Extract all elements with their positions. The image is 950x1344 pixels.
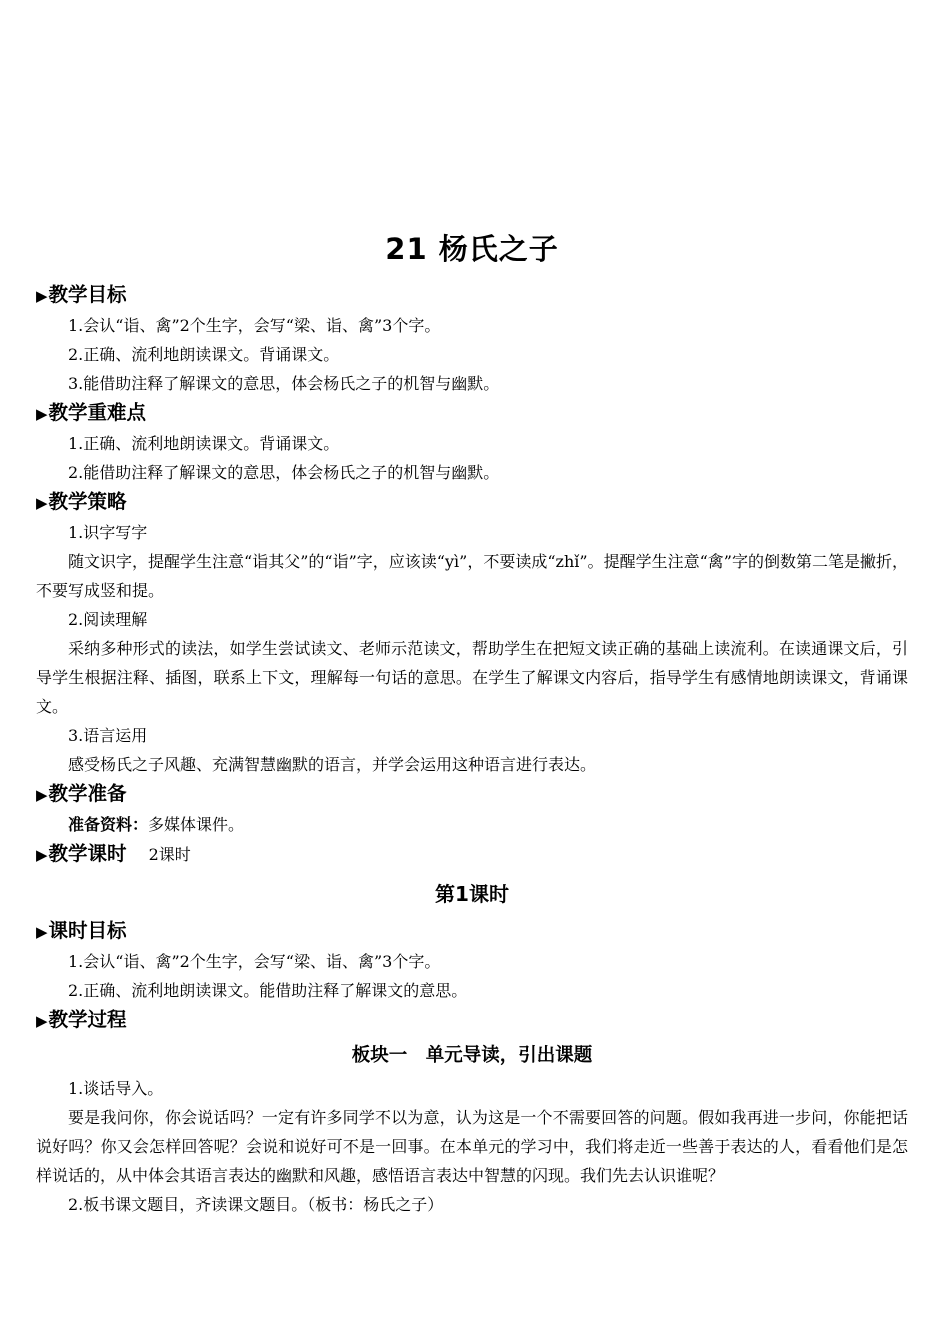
section-heading-goals: ▶教学目标 (36, 283, 127, 306)
section-heading-preparation: ▶教学准备 (36, 782, 127, 805)
triangle-bullet-icon: ▶ (36, 1012, 48, 1030)
preparation-label: 准备资料： (68, 815, 149, 834)
triangle-bullet-icon: ▶ (36, 494, 48, 512)
triangle-bullet-icon: ▶ (36, 786, 48, 804)
lesson-goal-item: 2.正确、流利地朗读课文。能借助注释了解课文的意思。 (68, 981, 468, 1000)
strategy-subheading: 3.语言运用 (68, 726, 148, 745)
strategy-paragraph: 感受杨氏之子风趣、充满智慧幽默的语言，并学会运用这种语言进行表达。 (68, 755, 597, 774)
strategy-subheading: 1.识字写字 (68, 523, 148, 542)
key-point-item: 1.正确、流利地朗读课文。背诵课文。 (68, 434, 340, 453)
lesson-heading: 第1课时 (435, 882, 509, 906)
triangle-bullet-icon: ▶ (36, 923, 48, 941)
process-paragraph: 要是我问你，你会说话吗？一定有许多同学不以为意，认为这是一个不需要回答的问题。假如我再进一步问，你能把话说好吗？你又会怎样回答呢？会说和说好可不是一回事。在本单元的学习中，我们将走近一些善于表达的人，看看他们是怎样说话的，从中体会其语言表达的幽默和风趣，感悟语言表达中智慧的闪现。我们先去认识谁呢？ (36, 1108, 908, 1185)
goal-item: 3.能借助注释了解课文的意思，体会杨氏之子的机智与幽默。 (68, 374, 500, 393)
triangle-bullet-icon: ▶ (36, 846, 48, 864)
hours-value: 2课时 (148, 845, 191, 864)
section-heading-strategy: ▶教学策略 (36, 490, 127, 513)
preparation-line (36, 810, 908, 839)
key-point-item: 2.能借助注释了解课文的意思，体会杨氏之子的机智与幽默。 (68, 463, 500, 482)
process-item: 1.谈话导入。 (68, 1079, 164, 1098)
document-page (36, 228, 908, 1219)
process-item: 2.板书课文题目，齐读课文题目。（板书：杨氏之子） (68, 1195, 444, 1214)
block-heading: 板块一 单元导读，引出课题 (351, 1045, 593, 1066)
preparation-value: 多媒体课件。 (148, 815, 245, 834)
section-heading-key-points: ▶教学重难点 (36, 401, 147, 424)
triangle-bullet-icon: ▶ (36, 405, 48, 423)
goal-item: 2.正确、流利地朗读课文。背诵课文。 (68, 345, 340, 364)
strategy-paragraph: 采纳多种形式的读法，如学生尝试读文、老师示范读文，帮助学生在把短文读正确的基础上读流利。在读通课文后，引导学生根据注释、插图，联系上下文，理解每一句话的意思。在学生了解课文内容后，指导学生有感情地朗读课文，背诵课文。 (36, 639, 908, 716)
section-heading-process: ▶教学过程 (36, 1008, 127, 1031)
section-heading-lesson-goals: ▶课时目标 (36, 919, 127, 942)
goal-item: 1.会认“诣、禽”2个生字，会写“梁、诣、禽”3个字。 (68, 316, 441, 335)
section-heading-hours: ▶教学课时 2课时 (36, 842, 191, 865)
document-title: 21 杨氏之子 (385, 232, 559, 266)
strategy-subheading: 2.阅读理解 (68, 610, 148, 629)
strategy-paragraph: 随文识字，提醒学生注意“诣其父”的“诣”字，应该读“yì”，不要读成“zhǐ”。提醒学生注意“禽”字的倒数第二笔是撇折，不要写成竖和提。 (36, 552, 908, 600)
lesson-goal-item: 1.会认“诣、禽”2个生字，会写“梁、诣、禽”3个字。 (68, 952, 441, 971)
triangle-bullet-icon: ▶ (36, 287, 48, 305)
